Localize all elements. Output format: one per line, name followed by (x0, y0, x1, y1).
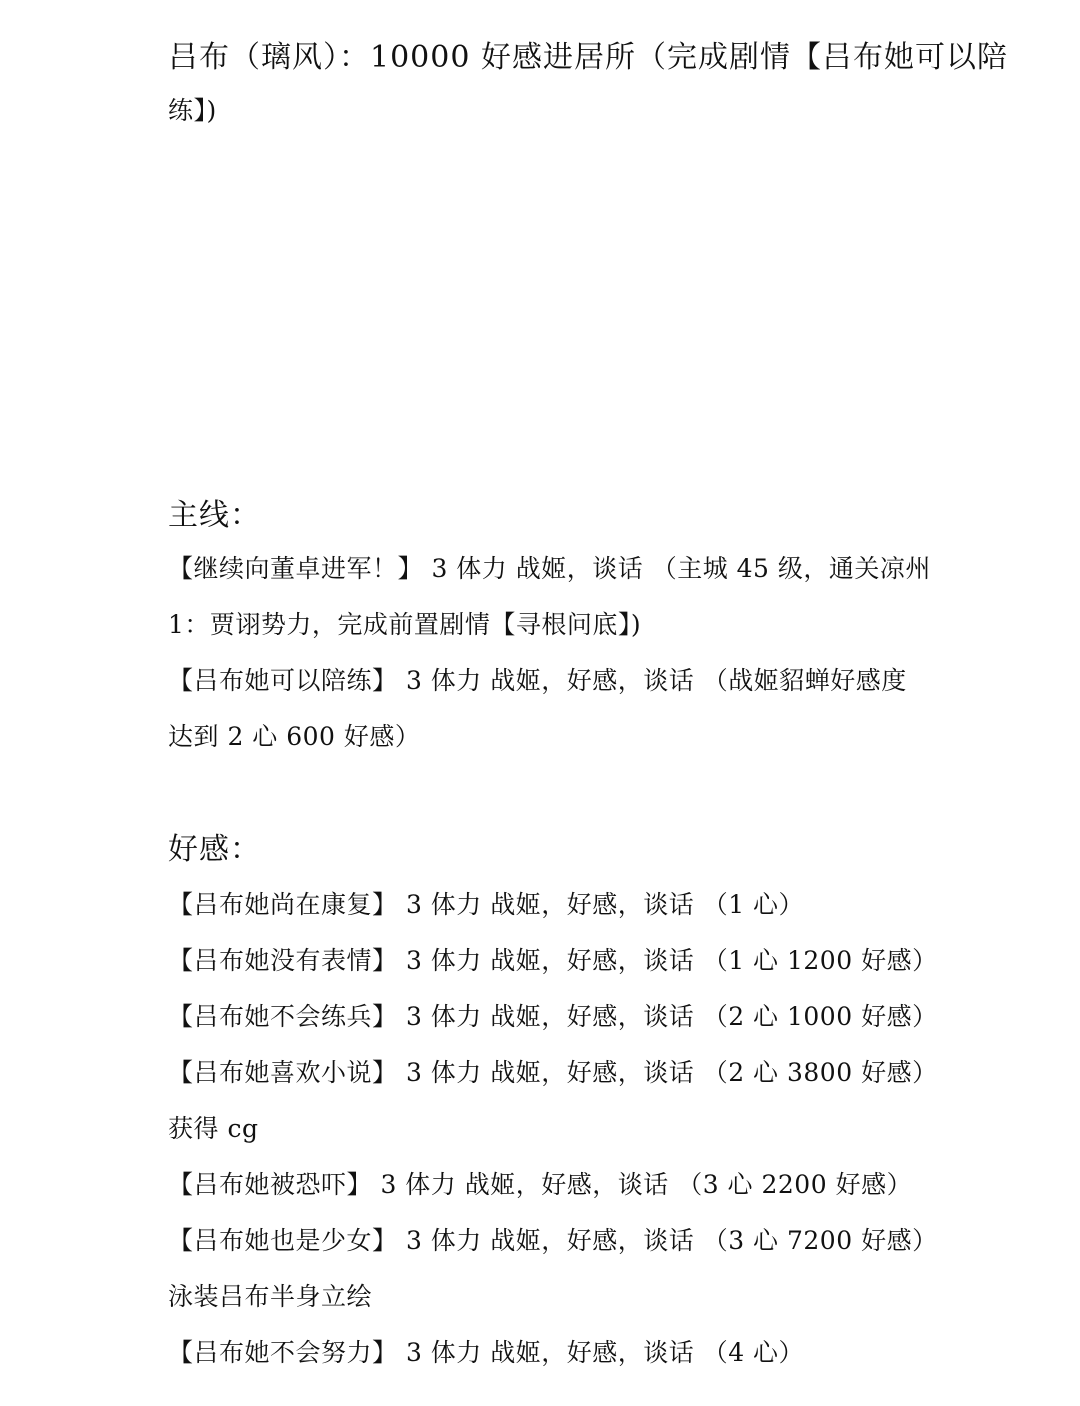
main-story-heading: 主线： (168, 498, 261, 533)
affection-line: 【吕布她没有表情】 3 体力 战姬，好感，谈话 （1 心 1200 好感） (168, 946, 938, 975)
affection-reward-note: 获得 cg (168, 1114, 259, 1143)
main-story-line: 【继续向董卓进军！】 3 体力 战姬，谈话 （主城 45 级，通关凉州 (168, 554, 931, 583)
character-title-line: 吕布（璃风）：10000 好感进居所（完成剧情【吕布她可以陪 (168, 40, 1008, 75)
affection-line: 【吕布她被恐吓】 3 体力 战姬，好感，谈话 （3 心 2200 好感） (168, 1170, 913, 1199)
main-story-line: 【吕布她可以陪练】 3 体力 战姬，好感，谈话 （战姬貂蝉好感度 (168, 666, 907, 695)
affection-line: 【吕布她也是少女】 3 体力 战姬，好感，谈话 （3 心 7200 好感） (168, 1226, 938, 1255)
affection-line: 【吕布她不会练兵】 3 体力 战姬，好感，谈话 （2 心 1000 好感） (168, 1002, 938, 1031)
affection-line: 【吕布她尚在康复】 3 体力 战姬，好感，谈话 （1 心） (168, 890, 805, 919)
main-story-line: 1：贾诩势力，完成前置剧情【寻根问底】) (168, 610, 642, 639)
affection-reward-note: 泳装吕布半身立绘 (168, 1282, 373, 1311)
affection-heading: 好感： (168, 832, 261, 867)
character-title-line-continued: 练】) (168, 96, 217, 125)
affection-line: 【吕布她不会努力】 3 体力 战姬，好感，谈话 （4 心） (168, 1338, 805, 1367)
affection-line: 【吕布她喜欢小说】 3 体力 战姬，好感，谈话 （2 心 3800 好感） (168, 1058, 938, 1087)
main-story-line: 达到 2 心 600 好感） (168, 722, 421, 751)
